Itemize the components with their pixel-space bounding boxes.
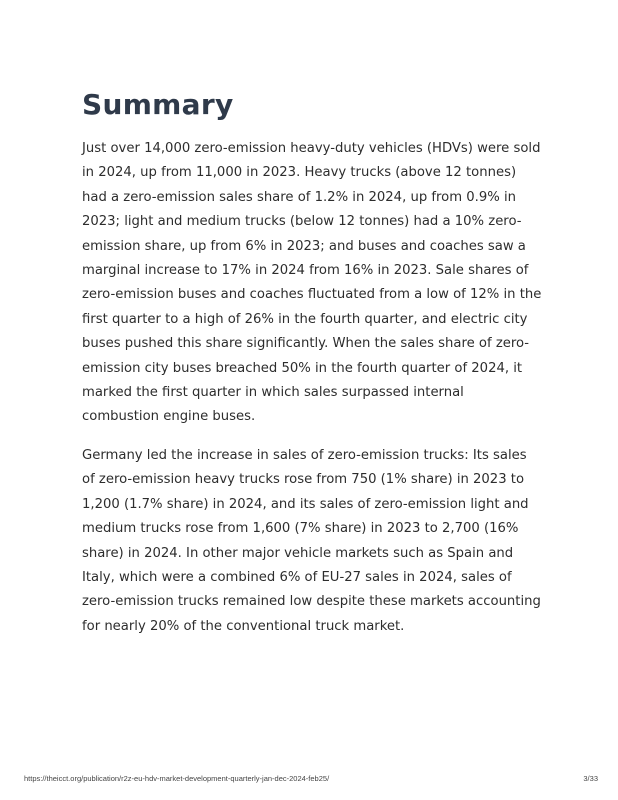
article-content xyxy=(82,88,542,653)
print-url[interactable]: https://theicct.org/publication/r2z-eu-hdv-market-development-quarterly-jan-dec-2024-feb25/ xyxy=(24,774,330,783)
section-heading: Summary xyxy=(82,88,234,121)
summary-paragraph-1: Just over 14,000 zero-emission heavy-duty vehicles (HDVs) were sold in 2024, up from 11,000 in 2023. Heavy trucks (above 12 tonnes) had a zero-emission sales share of 1.2% in 2024, up from 0.9% in 2023; light and medium trucks (below 12 tonnes) had a 10% zero-emission share, up from 6% in 2023; and buses and coaches saw a marginal increase to 17% in 2024 from 16% in 2023. Sale shares of zero-emission buses and coaches fluctuated from a low of 12% in the first quarter to a high of 26% in the fourth quarter, and electric city buses pushed this share significantly. When the sales share of zero-emission city buses breached 50% in the fourth quarter of 2024, it marked the first quarter in which sales surpassed internal combustion engine buses. xyxy=(82,141,542,425)
page-number: 3/33 xyxy=(583,774,598,783)
summary-paragraph-2: Germany led the increase in sales of zero-emission trucks: Its sales of zero-emission heavy trucks rose from 750 (1% share) in 2023 to 1,200 (1.7% share) in 2024, and its sales of zero-emission light and medium trucks rose from 1,600 (7% share) in 2023 to 2,700 (16% share) in 2024. In other major vehicle markets such as Spain and Italy, which were a combined 6% of EU-27 sales in 2024, sales of zero-emission trucks remained low despite these markets accounting for nearly 20% of the conventional truck market. xyxy=(82,447,541,634)
